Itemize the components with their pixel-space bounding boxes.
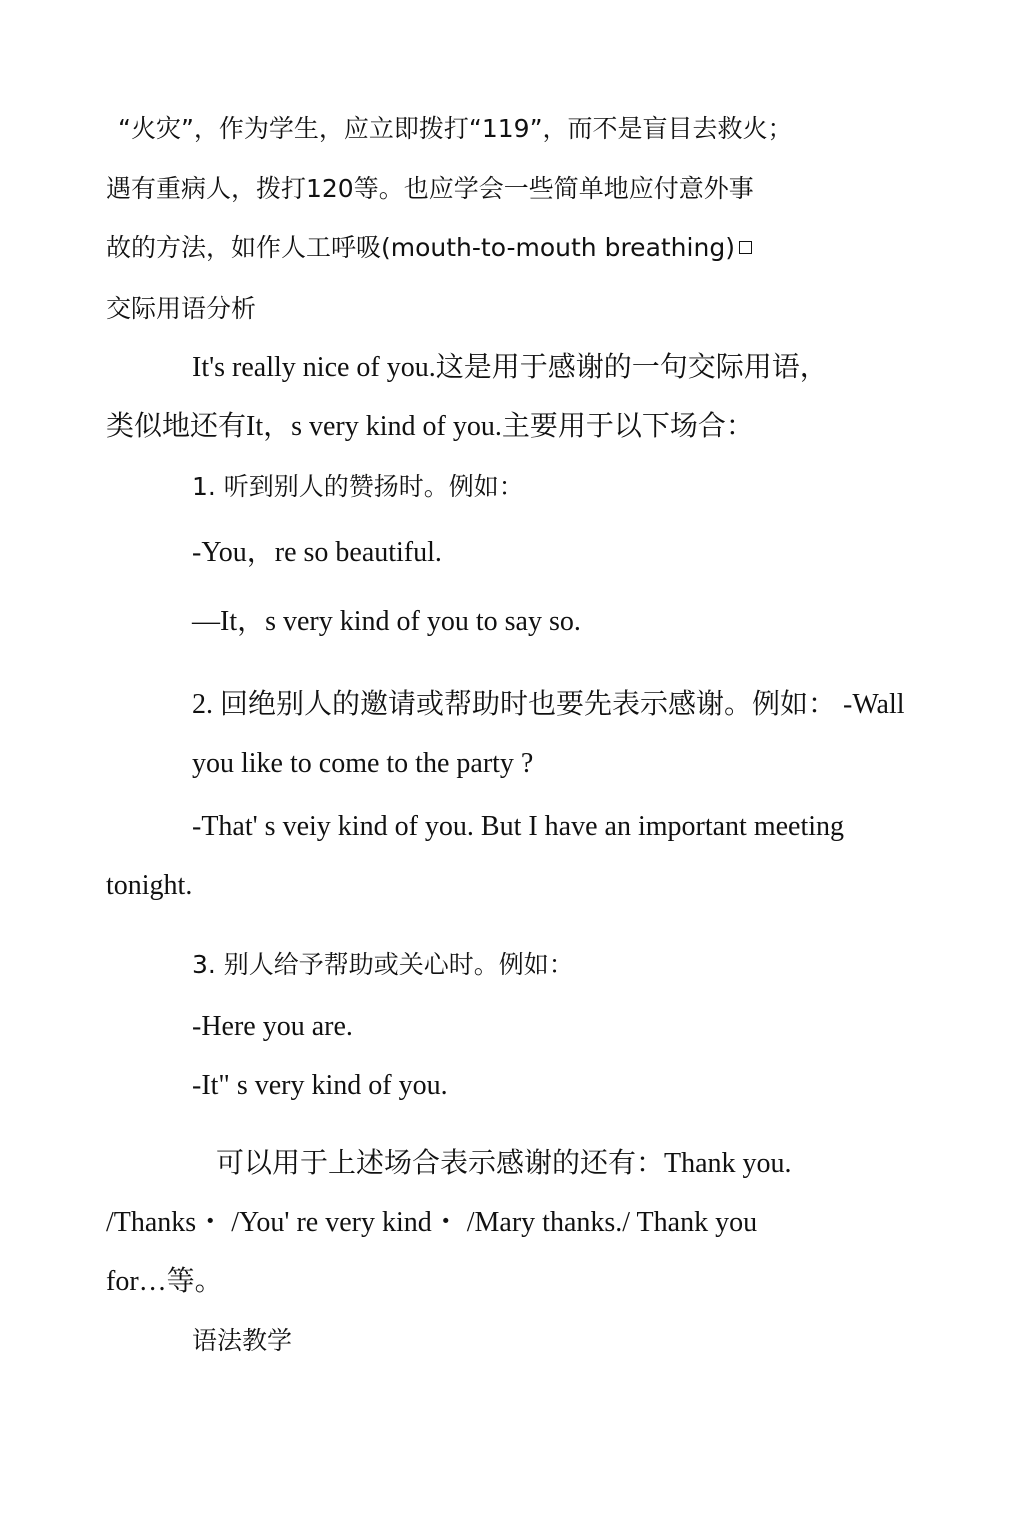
example-line: -That' s veiy kind of you. But I have an important meeting [192,811,845,842]
paragraph-line [106,230,752,266]
missing-glyph-box-icon [739,241,752,254]
list-item-title: 3. 别人给予帮助或关心时。例如： [192,950,574,979]
example-line: -You，re so beautiful. [192,537,442,568]
list-item-title: 2. 回绝别人的邀请或帮助时也要先表示感谢。例如： -Wall [192,689,905,720]
paragraph-line: for…等。 [106,1266,223,1297]
paragraph-line: /Thanks・ /You' re very kind・ /Mary thanks./ Thank you [106,1207,758,1238]
paragraph-line: 遇有重病人，拨打120等。也应学会一些简单地应付意外事 [106,174,754,203]
example-line: -Here you are. [192,1011,353,1042]
paragraph-line: 可以用于上述场合表示感谢的还有：Thank you. [216,1148,792,1179]
paragraph-line: “火灾”，作为学生，应立即拨打“119”，而不是盲目去救火； [118,114,793,143]
paragraph-text: 故的方法，如作人工呼吸(mouth-to-mouth breathing) [106,233,735,262]
list-item-title: 1. 听到别人的赞扬时。例如： [192,472,524,501]
paragraph-line: It's really nice of you.这是用于感谢的一句交际用语， [192,352,828,383]
paragraph-line: 类似地还有It，s very kind of you.主要用于以下场合： [106,411,754,442]
list-item-title-continued: you like to come to the party ? [192,748,534,779]
section-heading-grammar: 语法教学 [192,1326,293,1355]
section-heading-communication: 交际用语分析 [106,294,257,323]
example-line: —It，s very kind of you to say so. [192,606,581,637]
example-line-continued: tonight. [106,870,193,901]
example-line: -It" s very kind of you. [192,1070,448,1101]
